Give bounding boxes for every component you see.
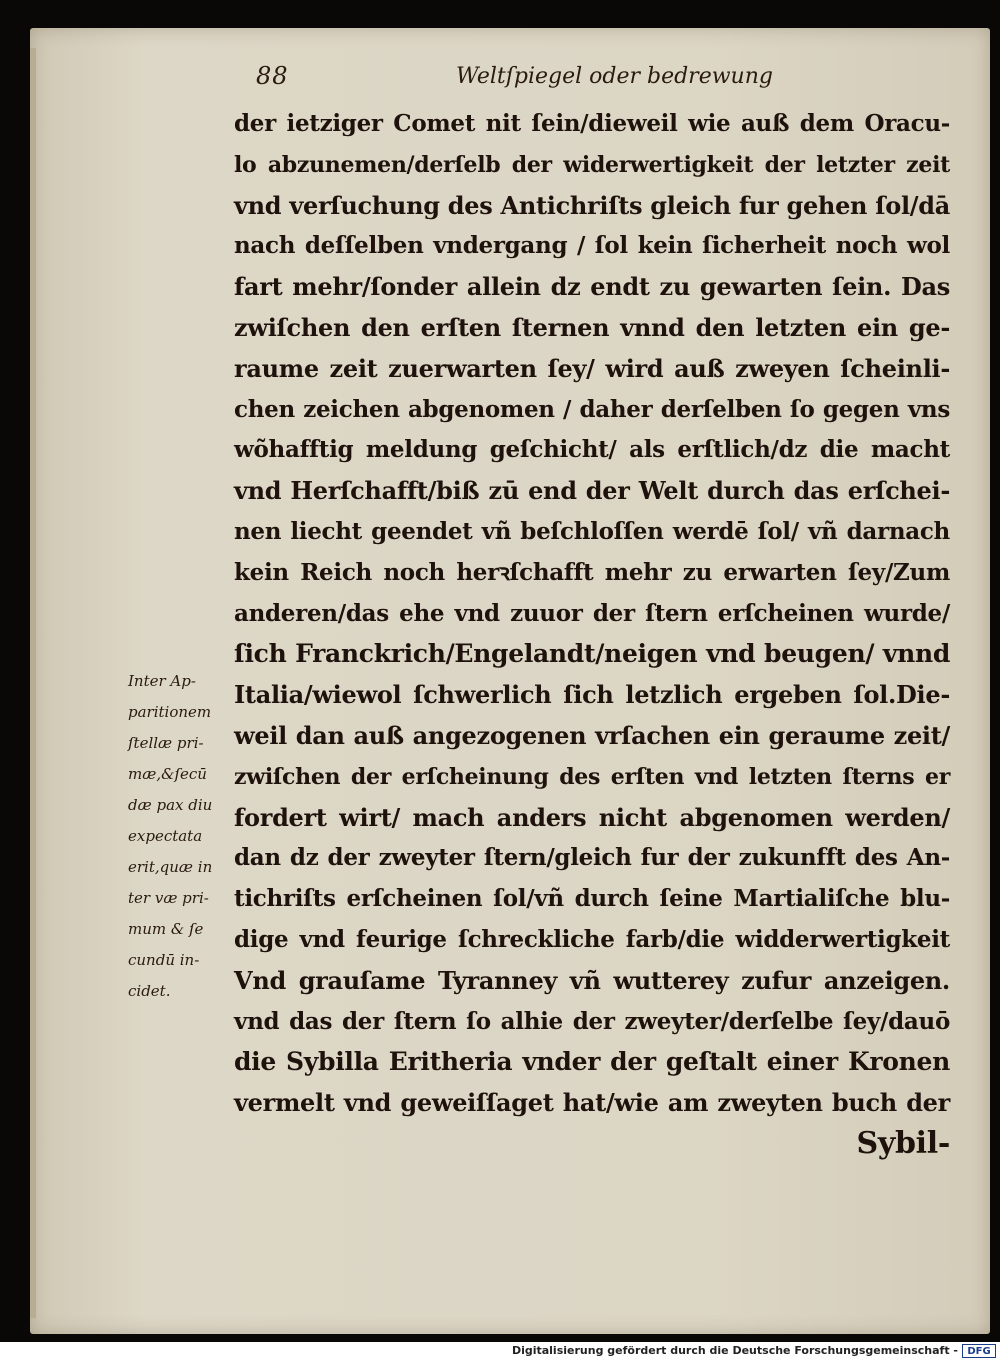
text-line: weil dan auß angezogenen vrſachen ein geraume zeit/ [234, 720, 950, 750]
text-line: vermelt vnd geweiſſaget hat/wie am zweyten buch der [234, 1088, 950, 1118]
marginal-line: paritionem [128, 703, 212, 721]
text-line: kein Reich noch herꝛſchafft mehr zu erwarten ſey/Zum [234, 558, 950, 586]
text-line: dige vnd feurige ſchreckliche farb/die widderwertigkeit [234, 925, 950, 953]
marginal-line: mum & ſe [128, 920, 204, 938]
text-line: die Sybilla Eritheria vnder der geſtalt einer Kronen [234, 1047, 950, 1077]
marginal-line: cundū in- [128, 951, 200, 969]
marginal-line: ter væ pri- [128, 889, 209, 907]
marginal-line: mæ,&ſecū [128, 765, 207, 783]
text-line: fart mehr/ſonder allein dz endt zu gewarten ſein. Das [234, 272, 950, 302]
marginal-line: ſtellæ pri- [128, 734, 204, 752]
text-line: vnd verſuchung des Antichriſts gleich fur gehen ſol/dā [234, 190, 950, 220]
marginal-line: cidet. [128, 982, 171, 1000]
main-text-block [234, 104, 950, 1165]
marginal-line: erit,quæ in [128, 858, 213, 876]
text-line: tichriſts erſcheinen ſol/vñ durch ſeine Martialiſche blu- [234, 885, 950, 913]
text-line: vnd Herſchafft/biß zū end der Welt durch das erſchei- [234, 476, 950, 506]
text-line: fordert wirt/ mach anders nicht abgenomen werden/ [234, 802, 950, 832]
text-line: zwiſchen der erſcheinung des erſten vnd letzten ſterns er [234, 763, 950, 790]
marginal-line: Inter Ap- [128, 672, 196, 690]
text-line: zwiſchen den erſten ſternen vnnd den letzten ein ge- [234, 312, 950, 342]
text-line: anderen/das ehe vnd zuuor der ſtern erſcheinen wurde/ [234, 599, 950, 627]
text-line: der ietziger Comet nit ſein/dieweil wie auß dem Oracu- [234, 110, 950, 137]
page-header [256, 60, 773, 100]
dfg-logo: DFG [962, 1344, 996, 1358]
funding-credit: Digitalisierung gefördert durch die Deutsche Forschungsgemeinschaft - [511, 1344, 958, 1357]
marginal-line: expectata [128, 827, 203, 845]
text-line: Vnd grauſame Tyranney vñ wutterey zufur anzeigen. [234, 965, 950, 995]
page-number: 88 [256, 62, 289, 90]
text-line: chen zeichen abgenomen / daher derſelben ſo gegen vns [234, 395, 950, 423]
text-line: lo abzunemen/derſelb der widerwertigkeit der letzter zeit [234, 151, 950, 178]
text-line: wõhafftig meldung geſchicht/ als erſtlich/dz die macht [234, 436, 950, 464]
catchword: Sybil- [856, 1125, 950, 1161]
running-title: Weltſpiegel oder bedrewung [456, 64, 773, 89]
marginal-note [128, 666, 238, 1007]
text-line: vnd das der ſtern ſo alhie der zweyter/derſelbe ſey/dauō [234, 1007, 950, 1035]
footer-bar [0, 1342, 1000, 1361]
text-line: ſich Franckrich/Engelandt/neigen vnd beugen/ vnnd [234, 639, 950, 669]
text-line: raume zeit zuerwarten ſey/ wird auß zweyen ſcheinli- [234, 353, 950, 383]
text-line: Italia/wiewol ſchwerlich ſich letzlich ergeben ſol.Die- [234, 680, 950, 710]
marginal-line: dæ pax diu [128, 796, 213, 814]
text-line: nach deſſelben vndergang / ſol kein ſicherheit noch wol [234, 232, 950, 260]
text-line: dan dz der zweyter ſtern/gleich fur der zukunfft des An- [234, 844, 950, 872]
text-line: nen liecht geendet vñ beſchloſſen werdē ſol/ vñ darnach [234, 517, 950, 545]
